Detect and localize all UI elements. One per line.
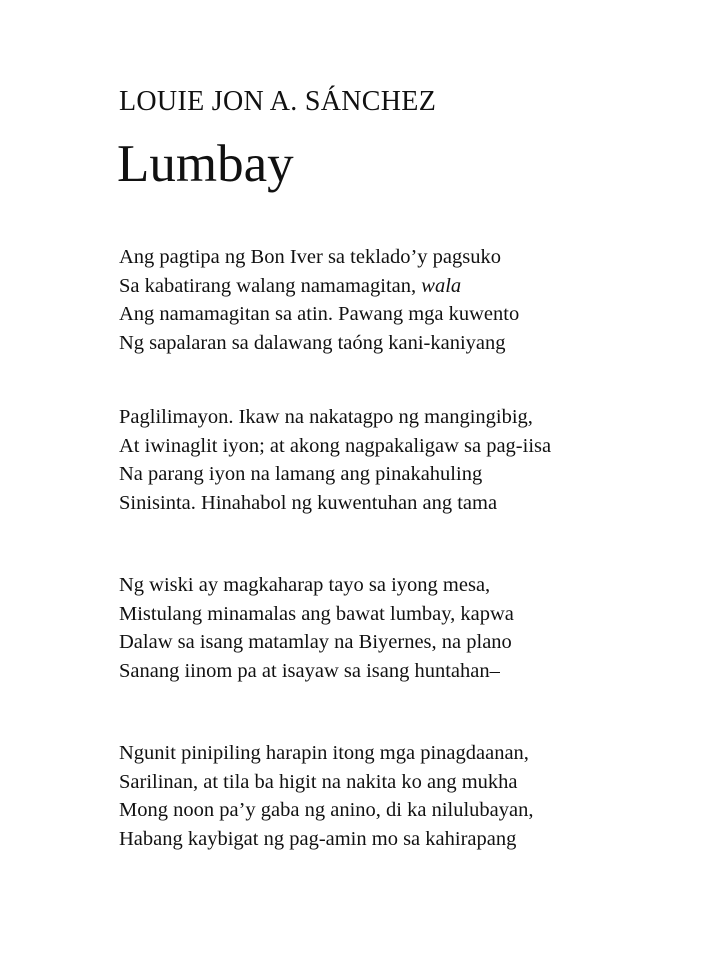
poem-line — [119, 628, 514, 657]
line-text: Mong noon pa’y gaba ng anino, di ka nilulubayan, — [119, 799, 534, 821]
line-text: At iwinaglit iyon; at akong nagpakaligaw sa pag-iisa — [119, 434, 552, 457]
poem-line — [119, 489, 551, 518]
poem-line — [119, 329, 519, 358]
poem-line — [119, 796, 533, 825]
line-text: Ng sapalaran sa dalawang taóng kani-kaniyang — [119, 331, 506, 354]
poem-line — [119, 403, 551, 432]
poem-line — [119, 657, 514, 686]
poem-line — [119, 432, 551, 461]
stanza — [119, 243, 519, 357]
line-text: Dalaw sa isang matamlay na Biyernes, na plano — [119, 631, 512, 653]
poem-line — [119, 739, 533, 768]
line-text: Ang pagtipa ng Bon Iver sa teklado’y pagsuko — [119, 246, 502, 268]
line-text: Ng wiski ay magkaharap tayo sa iyong mesa, — [119, 574, 491, 596]
line-text: Sanang iinom pa at isayaw sa isang huntahan– — [119, 659, 500, 682]
poem-line — [119, 768, 533, 797]
line-text: Ngunit pinipiling harapin itong mga pinagdaanan, — [119, 742, 529, 764]
line-text: Na parang iyon na lamang ang pinakahuling — [119, 463, 483, 485]
poem-line — [119, 272, 519, 301]
poem-line — [119, 300, 519, 329]
line-text: Sa kabatirang walang namamagitan, — [119, 274, 422, 297]
stanza — [119, 403, 551, 517]
stanza — [119, 739, 533, 853]
poem-line — [119, 825, 533, 854]
line-text: Paglilimayon. Ikaw na nakatagpo ng mangingibig, — [119, 406, 533, 428]
italic-word: wala — [421, 274, 462, 297]
line-text: Habang kaybigat ng pag-amin mo sa kahirapang — [119, 827, 517, 850]
line-text: Sarilinan, at tila ba higit na nakita ko ang mukha — [119, 770, 518, 793]
author-name: LOUIE JON A. SÁNCHEZ — [119, 86, 437, 117]
line-text: Mistulang minamalas ang bawat lumbay, kapwa — [119, 602, 514, 625]
poem-line — [119, 460, 551, 489]
poem-line — [119, 600, 514, 629]
poem-line — [119, 571, 514, 600]
line-text: Sinisinta. Hinahabol ng kuwentuhan ang tama — [119, 491, 498, 514]
poem-title: Lumbay — [117, 135, 294, 193]
poem-line — [119, 243, 519, 272]
stanza — [119, 571, 514, 685]
line-text: Ang namamagitan sa atin. Pawang mga kuwento — [119, 303, 520, 325]
